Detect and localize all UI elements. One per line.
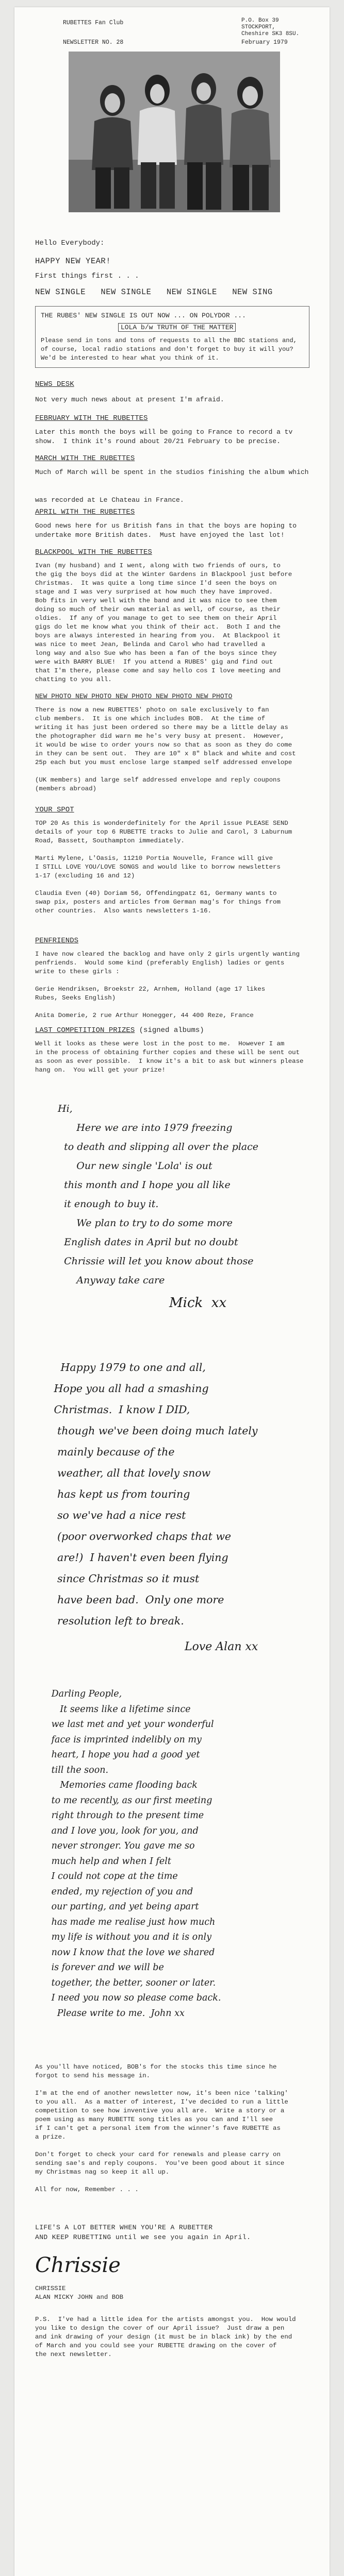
greeting: Hello Everybody:	[35, 239, 105, 247]
postscript: P.S. I've had a little idea for the artists amongst you. How would you like to design the cover of our April issue? Just draw a pen and ink drawing of your design (it must be in black ink) by the end of March and you could see your RUBETTE drawing on the cover of the next newsletter.	[35, 2316, 296, 2358]
photo-news-body: There is now a new RUBETTES' photo on sale exclusively to fan club members. It is one which includes BOB. At the time of writing it has just been ordered so there may be a little delay as the photographer did warn me he's very busy at present. However, it would be wise to order yours now so that as soon as they do come in they can be sent out. They are 10" x 8" black and white and cost 25p each but you must enclose large stamped self addressed envelope (UK members) and large self addressed envelope and reply coupons (members abroad)	[35, 706, 296, 792]
competition-heading: LAST COMPETITION PRIZES	[35, 1026, 135, 1035]
news-desk-body: Not very much news about at present I'm afraid.	[35, 396, 224, 403]
closing-signoff: CHRISSIE ALAN MICKY JOHN and BOB	[35, 2285, 124, 2301]
club-address: P.O. Box 39 STOCKPORT, Cheshire SK3 8SU.	[241, 18, 300, 37]
blackpool-body: Ivan (my husband) and I went, along with two friends of ours, to the gig the boys did at the Winter Gardens in Blackpool just before Christmas. It was quite a long time since I'd seen the boys on stage and I was very surprised at how much they have improved. Bob fits in very well with the band and it was nice to see them doing so much of their own material as well, of course, as their oldies. If any of you manage to get to see them on their April gigs do let me know what you think of their act. Both I and the boys are always interested in hearing from you. At Blackpool it was nice to meet Jean, Belinda and Carol who had travelled a long way and also Sue who has been a fan of the boys since they were with BARRY BLUE! If you attend a RUBES' gig and find out that I'm there, please come and say hello cos I love meeting and chatting to you all.	[35, 562, 292, 683]
photo-news-heading: NEW PHOTO NEW PHOTO NEW PHOTO NEW PHOTO NEW PHOTO	[35, 692, 233, 700]
alan-letter: Happy 1979 to one and all, Hope you all had a smashing Christmas. I know I DID, though we've been doing much lately mainly because of the weather, all that lovely snow has kept us from touring so we've had a nice rest (poor overworked chaps that we are!) I haven't even been flying since Christmas so it must have been bad. Only one more resolution left to break.	[54, 1361, 258, 1627]
club-name: RUBETTES Fan Club	[63, 20, 124, 26]
single-title: LOLA b/w TRUTH OF THE MATTER	[118, 323, 236, 332]
single-headline: THE RUBES' NEW SINGLE IS OUT NOW ... ON POLYDOR ...	[41, 312, 246, 319]
mick-letter: Hi, Here we are into 1979 freezing to death and slipping all over the place Our new single 'Lola' is out this month and I hope you all like it enough to buy it. We plan to try to do some more English dates in April but no doubt Chrissie will let you know about those Anyway take care	[58, 1103, 259, 1286]
single-body: Please send in tons and tons of requests to all the BBC stations and, of course, local radio stations and don't forget to buy it will you? We'd be interested to hear what you think of it.	[41, 337, 297, 362]
single-announcement-box	[35, 306, 309, 368]
april-heading: APRIL WITH THE RUBETTES	[35, 508, 135, 516]
march-body: Much of March will be spent in the studios finishing the album which was recorded at Le Chateau in France.	[35, 468, 309, 504]
competition-heading-row	[35, 1026, 204, 1035]
feb-body: Later this month the boys will be going to France to record a tv show. I think it's round about 20/21 February to be precise.	[35, 428, 293, 445]
newsletter-number: NEWSLETTER NO. 28	[63, 39, 124, 46]
penfriends-body: I have now cleared the backlog and have only 2 girls urgently wanting penfriends. Would some kind (preferably English) ladies or gents write to these girls : Gerie Hendriksen, Broekstr 22, Arnhem, Holland (age 17 likes Rubes, Seeks English) Anita Domerie, 2 rue Arthur Honegger, 44 400 Reze, France	[35, 951, 300, 1019]
your-spot-body: TOP 20 As this is wonderdefinitely for the April issue PLEASE SEND details of your top 6 RUBETTE tracks to Julie and Carol, 3 Laburnum Road, Bassett, Southampton immediately. Marti Mylene, L'Oasis, 11210 Portia Nouvelle, France will give I STILL LOVE YOU/LOVE SONGS and would like to borrow newsletters 1-17 (excluding 16 and 12) Claudia Even (40) Doriam 56, Offendingpatz 61, Germany wants to swap pix, posters and articles from German mag's for things from other countries. Also wants newsletters 1-16.	[35, 820, 292, 914]
john-letter: Darling People, It seems like a lifetime since we last met and yet your wonderful face is imprinted indelibly on my heart, I hope you had a good yet till the soon. Memories came flooding back to me recently, as our first meeting right through to the present time and I love you, look for you, and never stronger. You gave me so much help and when I felt I could not cope at the time ended, my rejection of you and our parting, and yet being apart has made me realise just how much my life is without you and it is only now I know that the love we shared is forever and we will be together, the better, sooner or later. I need you now so please come back. Please write to me. John xx	[51, 1689, 221, 2019]
closing-body: As you'll have noticed, BOB's for the stocks this time since he forgot to send his message in. I'm at the end of another newsletter now, it's been nice 'talking' to you all. As a matter of interest, I've decided to run a little competition to see how inventive you all are. Write a story or a poem using as many RUBETTE song titles as you can and I'll see if I can't get a personal item from the winner's fave RUBETTE as a prize. Don't forget to check your card for renewals and please carry on sending sae's and reply coupons. You've been good about it since my Christmas nag so keep it all up. All for now, Remember . . .	[35, 2063, 288, 2193]
new-single-banner: NEW SINGLE NEW SINGLE NEW SINGLE NEW SING	[35, 287, 273, 297]
new-year-heading: HAPPY NEW YEAR!	[35, 257, 111, 266]
newsletter-date: February 1979	[241, 39, 288, 46]
alan-signature: Love Alan xx	[185, 1640, 258, 1653]
band-photo	[69, 52, 280, 212]
march-heading: MARCH WITH THE RUBETTES	[35, 454, 135, 463]
feb-heading: FEBRUARY WITH THE RUBETTES	[35, 414, 148, 422]
blackpool-heading: BLACKPOOL WITH THE RUBETTES	[35, 548, 152, 556]
penfriends-heading: PENFRIENDS	[35, 937, 79, 945]
closing-motto: LIFE'S A LOT BETTER WHEN YOU'RE A RUBETTER AND KEEP RUBETTING until we see you again in April.	[35, 2224, 251, 2241]
first-things: First things first . . .	[35, 272, 139, 280]
competition-body: Well it looks as these were lost in the post to me. However I am in the process of obtaining further copies and these will be sent out as soon as ever possible. I know it's a bit to ask but winners please hang on. You will get your prize!	[35, 1040, 304, 1074]
competition-heading-suffix: (signed albums)	[139, 1026, 204, 1035]
your-spot-heading: YOUR SPOT	[35, 806, 74, 814]
april-body: Good news here for us British fans in that the boys are hoping to undertake more British dates. Must have enjoyed the last lot!	[35, 522, 297, 539]
chrissie-signature: Chrissie	[35, 2253, 121, 2277]
news-desk-heading: NEWS DESK	[35, 380, 74, 388]
newsletter-page	[14, 7, 330, 2576]
mick-signature: Mick xx	[169, 1295, 227, 1311]
